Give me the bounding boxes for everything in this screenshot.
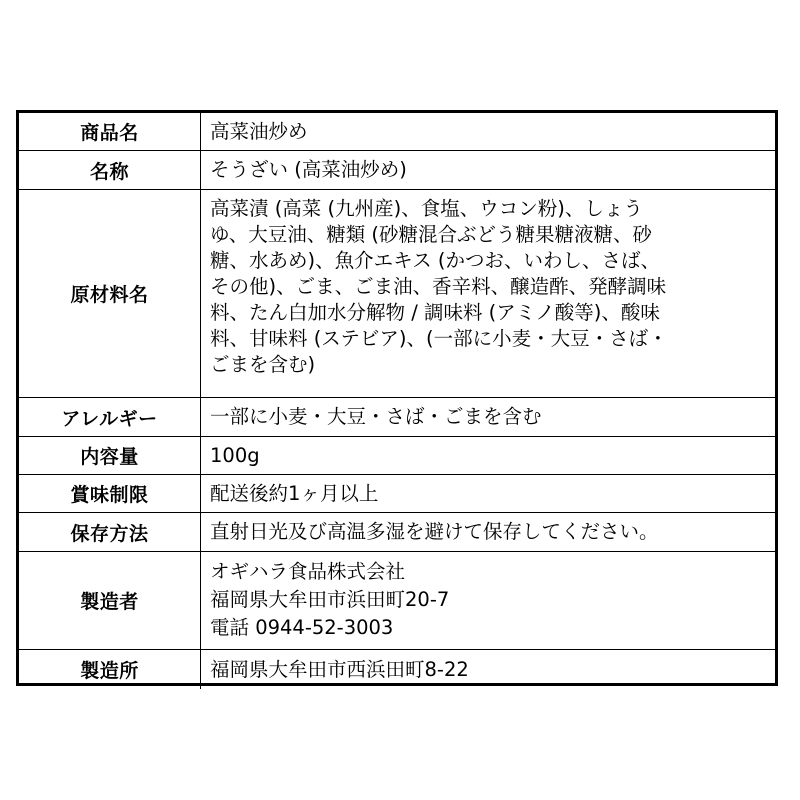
value-line: 高菜漬 (高菜 (九州産)、食塩、ウコン粉)、しょう: [210, 197, 643, 220]
row-label-ingredients: 原材料名: [19, 190, 201, 398]
row-value-best-before: [201, 475, 775, 513]
row-value-net-content: [201, 437, 775, 475]
row-label-product-name: 商品名: [19, 113, 201, 151]
value-line: 直射日光及び高温多湿を避けて保存してください。: [210, 520, 659, 543]
value-line: 100g: [210, 443, 260, 467]
value-line: ゆ、大豆油、糖類 (砂糖混合ぶどう糖果糖液糖、砂: [210, 223, 653, 246]
value-line: 配送後約1ヶ月以上: [210, 481, 379, 505]
value-line: ごまを含む): [210, 353, 316, 376]
value-line: そうざい (高菜油炒め): [210, 158, 407, 181]
product-label-table: [16, 110, 778, 686]
value-line: 高菜油炒め: [210, 119, 308, 143]
row-label-factory: 製造所: [19, 650, 201, 689]
row-label-manufacturer: 製造者: [19, 552, 201, 650]
row-label-name: 名称: [19, 151, 201, 190]
row-label-net-content: 内容量: [19, 437, 201, 475]
value-line: 糖、水あめ)、魚介エキス (かつお、いわし、さば、: [210, 249, 661, 272]
row-value-factory: [201, 650, 775, 689]
value-line: その他)、ごま、ごま油、香辛料、醸造酢、発酵調味: [210, 275, 667, 298]
row-value-ingredients: [201, 190, 775, 398]
row-value-name: [201, 151, 775, 190]
value-line: 福岡県大牟田市浜田町20-7: [210, 588, 450, 611]
row-value-allergens: [201, 398, 775, 437]
row-value-manufacturer: [201, 552, 775, 650]
value-line: 一部に小麦・大豆・さば・ごまを含む: [210, 405, 542, 428]
row-label-best-before: 賞味制限: [19, 475, 201, 513]
value-line: 福岡県大牟田市西浜田町8-22: [210, 657, 469, 681]
value-line: 料、甘味料 (ステビア)、(一部に小麦・大豆・さば・: [210, 327, 668, 350]
value-line: オギハラ食品株式会社: [210, 560, 406, 583]
row-label-allergens: アレルギー: [19, 398, 201, 437]
row-value-storage: [201, 513, 775, 552]
row-value-product-name: [201, 113, 775, 151]
row-label-storage: 保存方法: [19, 513, 201, 552]
value-line: 料、たん白加水分解物 / 調味料 (アミノ酸等)、酸味: [210, 301, 660, 324]
value-line: 電話 0944-52-3003: [210, 616, 394, 639]
